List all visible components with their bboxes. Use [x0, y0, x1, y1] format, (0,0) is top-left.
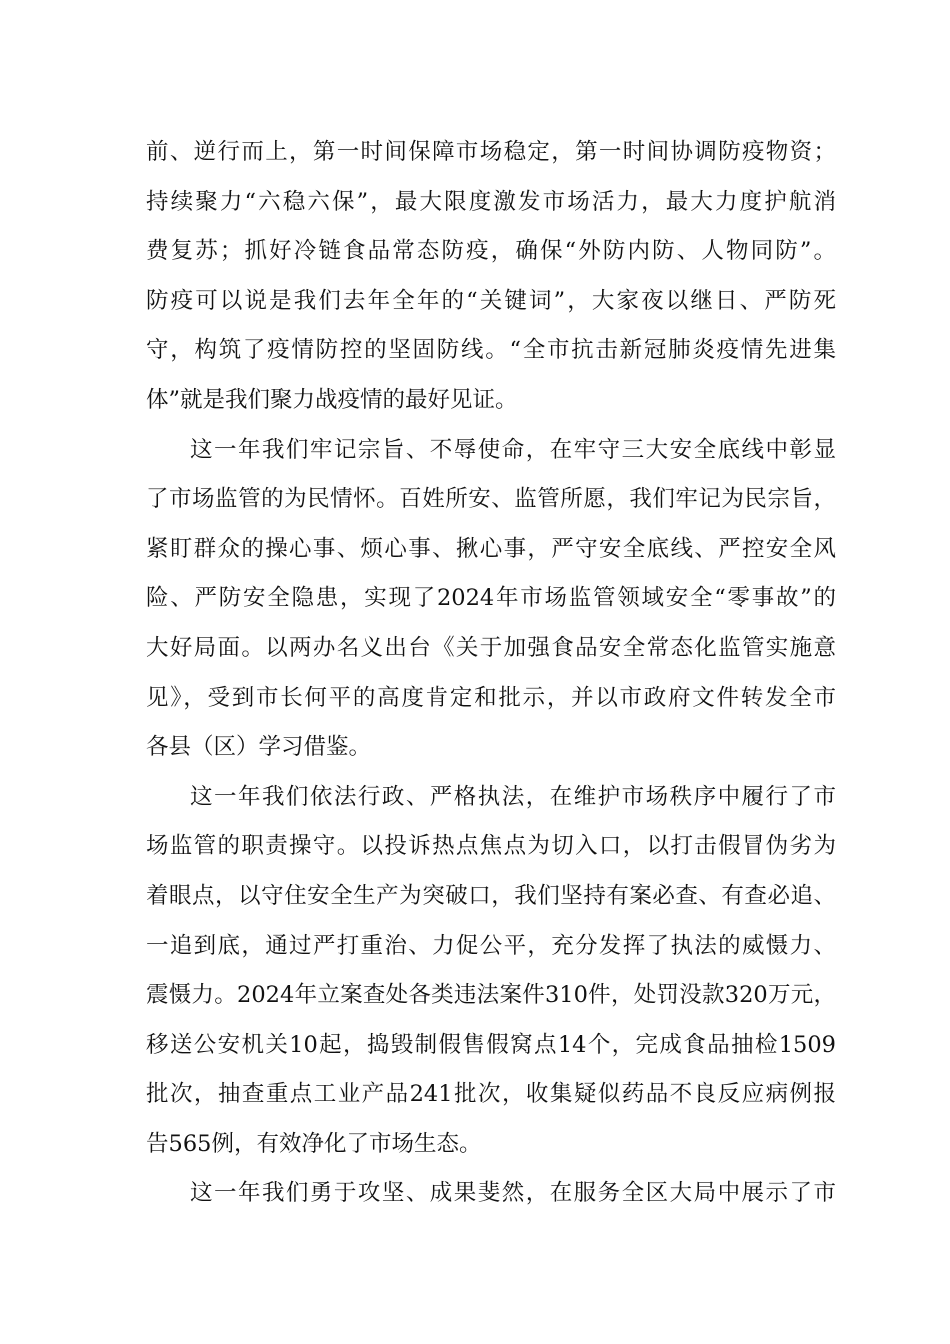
text-line: 震慑力。2024年立案查处各类违法案件310件，处罚没款320万元，: [146, 982, 836, 1009]
text-line: 移送公安机关10起，捣毁制假售假窝点14个，完成食品抽检1509: [146, 1031, 836, 1058]
text-line: 险、严防安全隐患，实现了2024年市场监管领域安全“零事故”的: [146, 585, 836, 612]
text-line: 一追到底，通过严打重治、力促公平，充分发挥了执法的威慑力、: [146, 932, 836, 959]
text-line: 前、逆行而上，第一时间保障市场稳定，第一时间协调防疫物资；: [146, 139, 836, 165]
text-line: 费复苏；抓好冷链食品常态防疫，确保“外防内防、人物同防”。: [146, 238, 836, 265]
text-line: 各县（区）学习借鉴。: [146, 734, 372, 761]
text-line: 持续聚力“六稳六保”，最大限度激发市场活力，最大力度护航消: [146, 188, 836, 215]
text-line: 大好局面。以两办名义出台《关于加强食品安全常态化监管实施意: [146, 634, 836, 661]
text-line: 场监管的职责操守。以投诉热点焦点为切入口，以打击假冒伪劣为: [146, 833, 836, 860]
body-text: [146, 128, 836, 1219]
text-line: 了市场监管的为民情怀。百姓所安、监管所愿，我们牢记为民宗旨，: [146, 486, 836, 513]
text-line: 告565例，有效净化了市场生态。: [146, 1130, 482, 1157]
text-line: 守，构筑了疫情防控的坚固防线。“全市抗击新冠肺炎疫情先进集: [146, 337, 836, 364]
text-line: 体”就是我们聚力战疫情的最好见证。: [146, 386, 518, 413]
text-line: 这一年我们勇于攻坚、成果斐然，在服务全区大局中展示了市: [190, 1180, 836, 1207]
text-line: 着眼点，以守住安全生产为突破口，我们坚持有案必查、有查必追、: [146, 882, 836, 909]
text-line: 紧盯群众的操心事、烦心事、揪心事，严守安全底线、严控安全风: [146, 535, 836, 562]
text-line: 防疫可以说是我们去年全年的“关键词”，大家夜以继日、严防死: [146, 287, 836, 314]
text-line: 这一年我们依法行政、严格执法，在维护市场秩序中履行了市: [190, 783, 836, 810]
text-line: 见》，受到市长何平的高度肯定和批示，并以市政府文件转发全市: [146, 684, 836, 711]
text-line: 这一年我们牢记宗旨、不辱使命，在牢守三大安全底线中彰显: [190, 436, 836, 463]
text-line: 批次，抽查重点工业产品241批次，收集疑似药品不良反应病例报: [146, 1081, 836, 1108]
